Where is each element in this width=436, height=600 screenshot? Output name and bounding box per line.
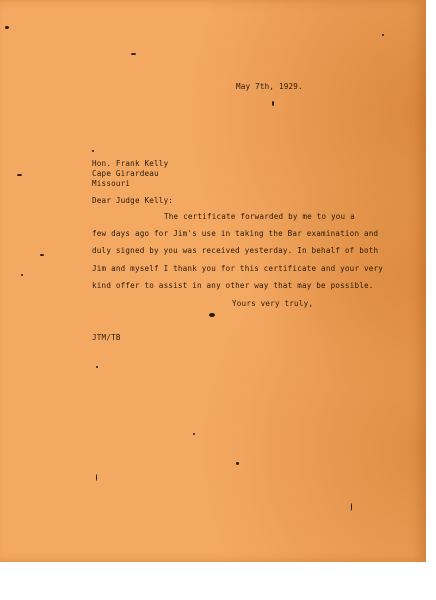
body-line: duly signed by you was received yesterday. In behalf of both: [92, 246, 379, 255]
body-line: The certificate forwarded by me to you a: [164, 212, 355, 221]
body-line: kind offer to assist in any other way that may be possible.: [92, 281, 374, 290]
closing: Yours very truly,: [232, 299, 314, 308]
scan-speck: [193, 433, 195, 435]
scan-speck: [272, 101, 274, 106]
scan-speck: [5, 26, 9, 29]
body-line: Jim and myself I thank you for this certificate and your very: [92, 264, 384, 273]
typist-initials: JTM/TB: [92, 333, 121, 342]
scan-speck: [40, 254, 44, 256]
recipient-city: Cape Girardeau: [92, 169, 159, 178]
scan-speck: [96, 474, 97, 481]
scan-speck: [17, 174, 22, 176]
scan-speck: [96, 366, 98, 368]
scan-speck: [209, 313, 215, 317]
salutation: Dear Judge Kelly:: [92, 196, 174, 205]
recipient-state: Missouri: [92, 179, 131, 188]
letter-date: May 7th, 1929.: [236, 82, 303, 91]
scan-speck: [21, 274, 23, 276]
scan-speck: [236, 462, 239, 465]
scan-speck: [351, 503, 352, 511]
recipient-name: Hon. Frank Kelly: [92, 159, 169, 168]
body-line: few days ago for Jim's use in taking the Bar examination and: [92, 229, 379, 238]
scan-speck: [382, 34, 384, 36]
scan-speck: [131, 53, 136, 55]
scan-speck: [92, 150, 94, 152]
